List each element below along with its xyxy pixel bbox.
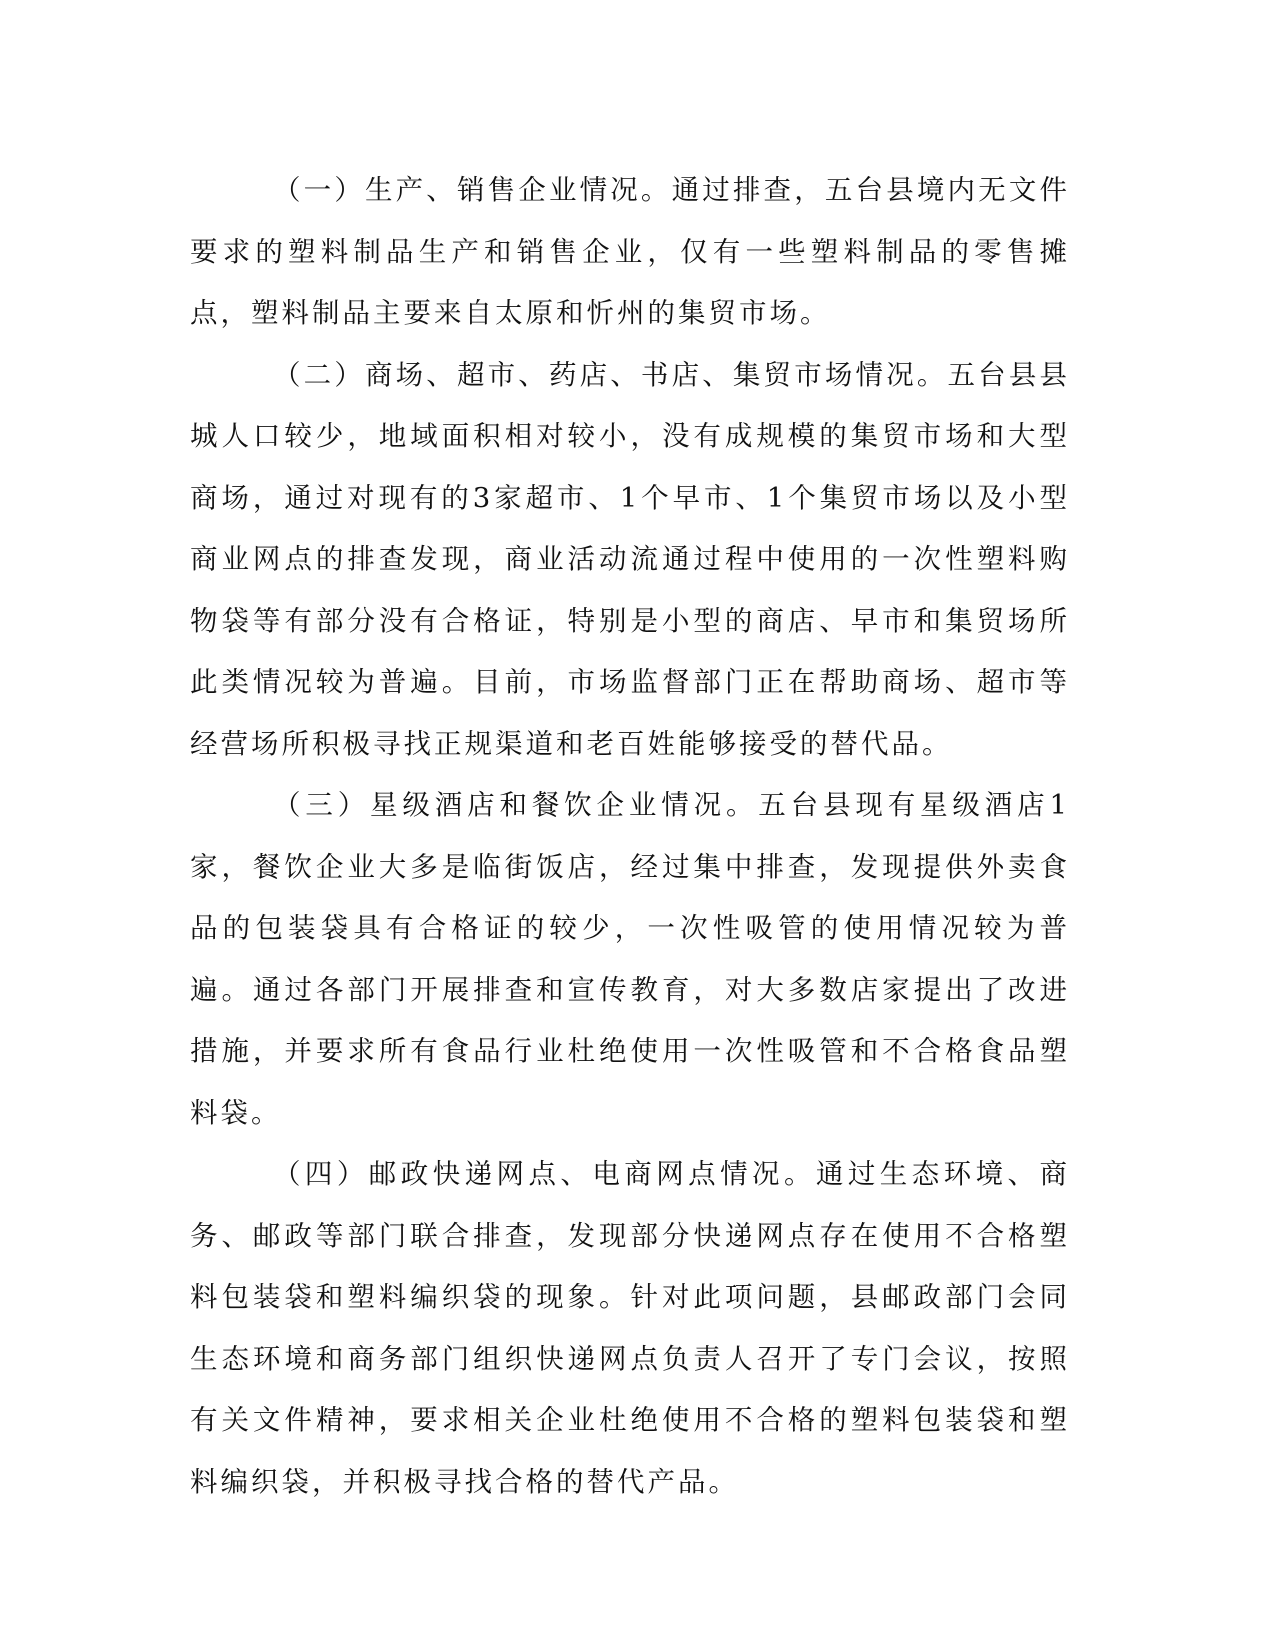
document-body bbox=[190, 160, 1070, 1513]
paragraph-postal-express: （四）邮政快递网点、电商网点情况。通过生态环境、商务、邮政等部门联合排查，发现部分快递网点存在使用不合格塑料包装袋和塑料编织袋的现象。针对此项问题，县邮政部门会同生态环境和商务部门组织快递网点负责人召开了专门会议，按照有关文件精神，要求相关企业杜绝使用不合格的塑料包装袋和塑料编织袋，并积极寻找合格的替代产品。 bbox=[190, 1158, 1070, 1498]
paragraph-markets-supermarkets: （二）商场、超市、药店、书店、集贸市场情况。五台县县城人口较少，地域面积相对较小，没有成规模的集贸市场和大型商场，通过对现有的3家超市、1个早市、1个集贸市场以及小型商业网点的排查发现，商业活动流通过程中使用的一次性塑料购物袋等有部分没有合格证，特别是小型的商店、早市和集贸场所此类情况较为普遍。目前，市场监督部门正在帮助商场、超市等经营场所积极寻找正规渠道和老百姓能够接受的替代品。 bbox=[190, 358, 1070, 760]
paragraph-hotels-catering: （三）星级酒店和餐饮企业情况。五台县现有星级酒店1家，餐饮企业大多是临街饭店，经过集中排查，发现提供外卖食品的包装袋具有合格证的较少，一次性吸管的使用情况较为普遍。通过各部门开展排查和宣传教育，对大多数店家提出了改进措施，并要求所有食品行业杜绝使用一次性吸管和不合格食品塑料袋。 bbox=[190, 789, 1070, 1129]
paragraph-production-sales: （一）生产、销售企业情况。通过排查，五台县境内无文件要求的塑料制品生产和销售企业，仅有一些塑料制品的零售摊点，塑料制品主要来自太原和忻州的集贸市场。 bbox=[190, 174, 1070, 329]
